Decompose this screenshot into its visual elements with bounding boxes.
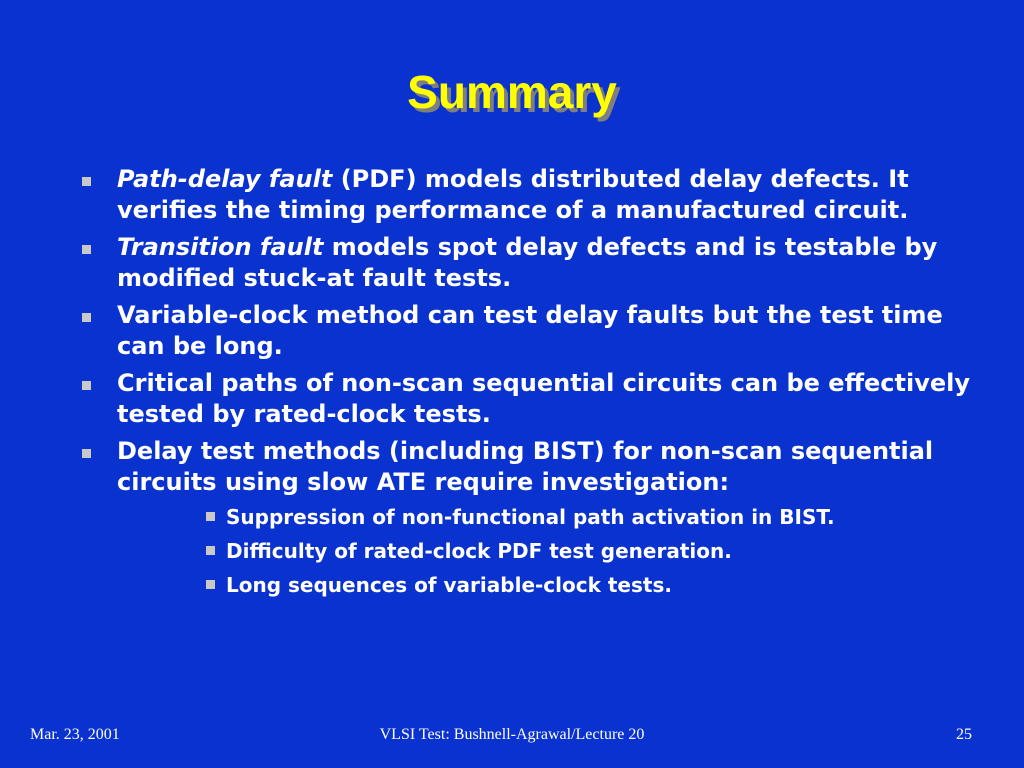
bullet-item-4 [78, 368, 998, 430]
square-bullet-icon [82, 177, 91, 186]
sub-bullet-text: Suppression of non-functional path activation in BIST. [226, 505, 835, 529]
bullet-italic-term: Transition fault [117, 233, 324, 261]
bullet-item-1 [78, 164, 998, 226]
sub-bullet-item-2 [206, 539, 998, 563]
sub-bullet-list [117, 505, 998, 597]
square-bullet-icon [82, 245, 91, 254]
square-bullet-icon [82, 313, 91, 322]
bullet-text: Delay test methods (including BIST) for non-scan sequential circuits using slow ATE require investigation: [117, 437, 934, 496]
bullet-text: Critical paths of non-scan sequential circuits can be effectively tested by rated-clock tests. [117, 369, 971, 428]
square-subbullet-icon [206, 546, 215, 555]
bullet-item-3 [78, 300, 998, 362]
square-subbullet-icon [206, 512, 215, 521]
slide-title: Summary [407, 66, 617, 118]
bullet-text: Variable-clock method can test delay faults but the test time can be long. [117, 301, 943, 360]
bullet-text: models spot delay defects and is testable by modified stuck-at fault tests. [117, 233, 938, 292]
sub-bullet-item-3 [206, 573, 998, 597]
bullet-item-2 [78, 232, 998, 294]
footer-page-number: 25 [956, 726, 972, 743]
bullet-italic-term: Path-delay fault [117, 165, 333, 193]
bullet-list [78, 164, 998, 607]
sub-bullet-item-1 [206, 505, 998, 529]
square-bullet-icon [82, 449, 91, 458]
footer-course: VLSI Test: Bushnell-Agrawal/Lecture 20 [379, 726, 645, 743]
bullet-item-5 [78, 436, 998, 597]
footer-date: Mar. 23, 2001 [30, 726, 120, 743]
sub-bullet-text: Long sequences of variable-clock tests. [226, 573, 672, 597]
square-subbullet-icon [206, 580, 215, 589]
bullet-text: (PDF) models distributed delay defects. It verifies the timing performance of a manufactured circuit. [117, 165, 909, 224]
sub-bullet-text: Difficulty of rated-clock PDF test generation. [226, 539, 732, 563]
square-bullet-icon [82, 381, 91, 390]
